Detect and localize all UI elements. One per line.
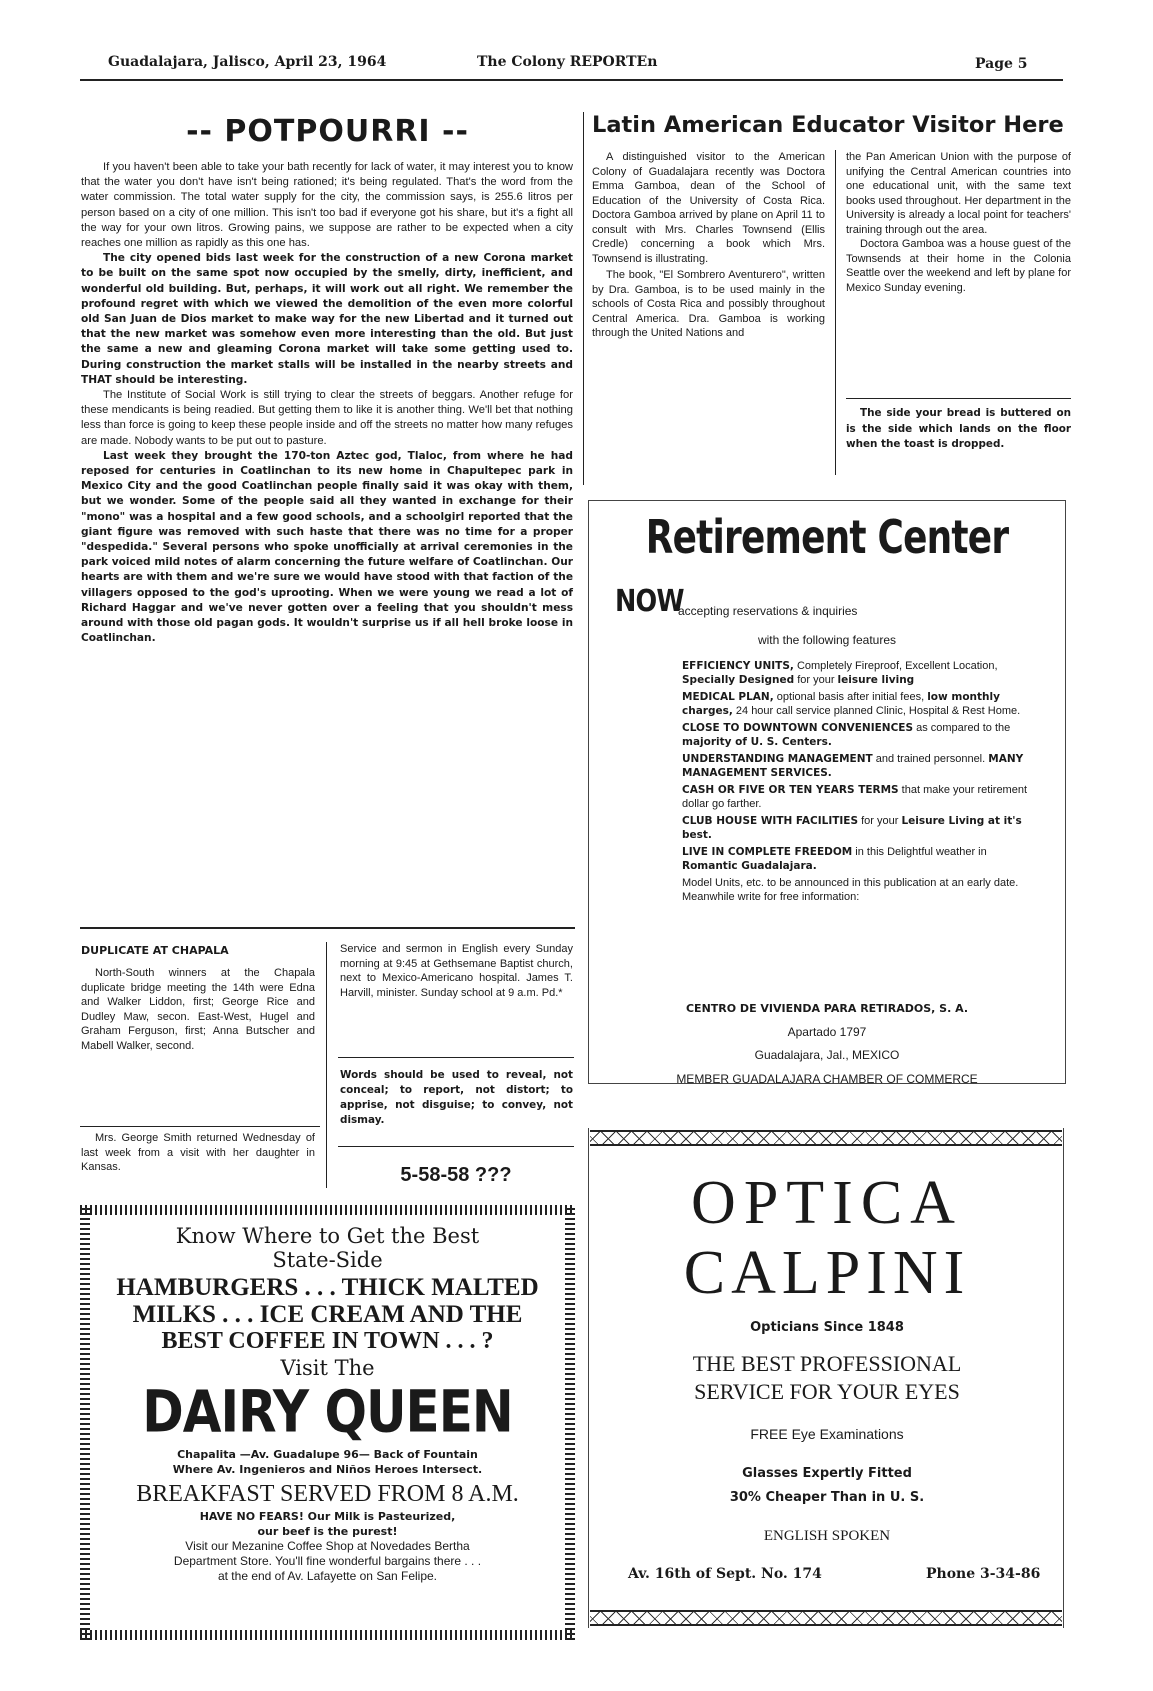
feature-medical: MEDICAL PLAN, optional basis after initial fees, low monthly charges, 24 hour call service planned Clinic, Hospital & Rest Home. [682, 691, 1021, 717]
feature-terms: CASH OR FIVE OR TEN YEARS TERMS that make your retirement dollar go farther. [682, 784, 1028, 810]
header-page-number: Page 5 [975, 56, 1028, 72]
dq-line-stateside: State-Side [272, 1248, 383, 1272]
smith-note [81, 1131, 315, 1175]
dairy-queen-ad [92, 1224, 563, 1584]
dq-address-2: Where Av. Ingenieros and Niños Heroes Intersect. [172, 1463, 483, 1476]
optica-glasses-2: 30% Cheaper Than in U. S. [729, 1490, 925, 1505]
retirement-company: CENTRO DE VIVIENDA PARA RETIRADOS, S. A. [685, 1002, 968, 1015]
header-paper-name: The Colony REPORTEn [477, 54, 658, 70]
dq-border-bottom [80, 1630, 575, 1640]
dq-mezz-2: Department Store. You'll fine wonderful bargains there . . . [173, 1554, 482, 1568]
duplicate-text [81, 966, 315, 1053]
retirement-now: NOW [615, 584, 684, 619]
dq-brand: DAIRY QUEEN [142, 1378, 513, 1446]
latin-col-divider [835, 150, 836, 475]
potpourri-title: -- POTPOURRI -- [186, 114, 469, 149]
potpourri-para-water: If you haven't been able to take your bath recently for lack of water, it may interest you to know that the water you don't have isn't being rationed; it's being regulated. That's the word from the water commission. The total water supply for the city, the commission says, is 255.6 litros per person based on a city of one million. This isn't too bad if everyone got his share, but it's a fight all the way for your own litros. Growing pains, we suppose are rather to be expected when a city reaches one million as rapidly as this one has. [81, 161, 573, 250]
phone-tease: 5-58-58 ??? [400, 1164, 512, 1186]
dq-border-right [565, 1205, 575, 1640]
bread-quote: The side your bread is buttered on is the side which lands on the floor when the toast is dropped. [846, 407, 1071, 450]
optica-best-2: SERVICE FOR YOUR EYES [694, 1379, 960, 1404]
potpourri-bottom-rule [80, 927, 575, 929]
dq-line-hamburgers: HAMBURGERS . . . THICK MALTED [116, 1274, 539, 1301]
dq-line-milks: MILKS . . . ICE CREAM AND THE [132, 1301, 523, 1328]
header-rule [80, 79, 1063, 81]
optica-glasses-1: Glasses Expertly Fitted [742, 1466, 912, 1481]
optica-english: ENGLISH SPOKEN [763, 1528, 891, 1544]
dq-mezz-1: Visit our Mezanine Coffee Shop at Novedades Bertha [185, 1539, 470, 1553]
dq-fears-2: our beef is the purest! [257, 1525, 398, 1538]
retirement-title: Retirement Center [645, 510, 1009, 564]
latin-title: Latin American Educator Visitor Here [592, 112, 1064, 138]
feature-downtown: CLOSE TO DOWNTOWN CONVENIENCES as compared to the majority of U. S. Centers. [682, 722, 1011, 748]
words-quote: Words should be used to reveal, not conceal; to report, not distort; to apprise, not disguise; to convey, not dismay. [340, 1069, 573, 1126]
retirement-accepting: accepting reservations & inquiries [678, 604, 858, 618]
latin-col-2 [846, 150, 1071, 295]
optica-name-2: CALPINI [683, 1239, 971, 1307]
dq-line-visit: Visit The [280, 1356, 375, 1380]
optica-best-1: THE BEST PROFESSIONAL [692, 1351, 962, 1376]
latin-col-1 [592, 150, 825, 341]
potpourri-article [81, 160, 573, 647]
optica-address: Av. 16th of Sept. No. 174 [628, 1566, 822, 1582]
dq-fears-1: HAVE NO FEARS! Our Milk is Pasteurized, [199, 1510, 456, 1523]
dq-border-top [80, 1205, 575, 1215]
potpourri-para-corona: The city opened bids last week for the construction of a new Corona market to be built on the same spot now occupied by the smelly, dirty, inefficient, and wonderful old building. But, perhaps, it will work out all right. We remember the profound regret with which we viewed the demolition of the even more colorful old San Juan de Dios market to make way for the new Libertad and it turned out that the new market was somehow even more interesting than the old. But just the same a new and gleaming Corona market will take some getting used to. During construction the market stalls will be installed in the nearby streets and THAT should be interesting. [81, 252, 573, 386]
header-dateline: Guadalajara, Jalisco, April 23, 1964 [108, 54, 387, 70]
retirement-following: with the following features [757, 633, 897, 647]
dq-line-coffee: BEST COFFEE IN TOWN . . . ? [161, 1328, 494, 1354]
column-divider-main [583, 112, 584, 485]
retirement-apartado: Apartado 1797 [787, 1025, 867, 1039]
service-notice [340, 942, 573, 1000]
feature-model-units: Model Units, etc. to be announced in this publication at an early date. Meanwhile write for free information: [682, 877, 1019, 903]
words-rule [338, 1146, 574, 1147]
duplicate-heading: DUPLICATE AT CHAPALA [81, 944, 229, 957]
dq-breakfast: BREAKFAST SERVED FROM 8 A.M. [136, 1481, 519, 1507]
optica-free: FREE Eye Examinations [750, 1426, 904, 1442]
column-divider-small [326, 942, 327, 1188]
retirement-features [682, 659, 1038, 907]
feature-clubhouse: CLUB HOUSE WITH FACILITIES for your Leisure Living at it's best. [682, 815, 1022, 841]
feature-management: UNDERSTANDING MANAGEMENT and trained personnel. MANY MANAGEMENT SERVICES. [682, 753, 1024, 779]
dq-address-1: Chapalita —Av. Guadalupe 96— Back of Fountain [177, 1448, 478, 1461]
feature-freedom: LIVE IN COMPLETE FREEDOM in this Delightful weather in Romantic Guadalajara. [682, 846, 987, 872]
retirement-member: MEMBER GUADALAJARA CHAMBER OF COMMERCE [676, 1072, 978, 1086]
latin-para-1: A distinguished visitor to the American Colony of Guadalajara recently was Doctora Emma Gamboa, dean of the School of Education of the University of Costa Rica. Doctora Gamboa arrived by plane on April 11 to consult with Mrs. Charles Townsend (Ellis Credle) concerning a book which Mrs. Townsend is illustrating. [592, 151, 825, 265]
optica-name-1: OPTICA [691, 1169, 963, 1237]
optica-since: Opticians Since 1848 [750, 1320, 904, 1335]
potpourri-para-tlaloc: Last week they brought the 170-ton Aztec god, Tlaloc, from where he had reposed for centuries in Coatlinchan to its new home in Chapultepec park in Mexico City and the good Coatlinchan people finally said it was okay with them, but we wonder. Some of the people said all they wanted in exchange for their "mono" was a hospital and a few good schools, and a schoolgirl reported that the giant figure was removed with such haste that there was no time for a proper "despedida." Several persons who spoke unofficially at arrival ceremonies in the park voiced mild notes of alarm concerning the future welfare of Coatlinchan. Our hearts are with them and we're sure we would have stood with that faction of the villagers opposed to the god's uprooting. When we were young we read a lot of Richard Haggar and we've never gotten over a feeling that you shouldn't mess around with those old pagan gods. It wouldn't surprise us if all hell broke loose in Coatlinchan. [81, 449, 573, 645]
potpourri-para-beggars: The Institute of Social Work is still trying to clear the streets of beggars. Another refuge for these mendicants is being readied. But getting them to like it is another thing. We'll bet that nothing less than force is going to keep these people inside and off the streets no matter how many refuges are made. Nobody wants to be put out to pasture. [81, 389, 573, 447]
dq-mezz-3: at the end of Av. Lafayette on San Felipe. [217, 1569, 438, 1583]
latin-para-3: the Pan American Union with the purpose of unifying the Central American countries into one educational unit, with the same text books used throughout. Her department in the University is already a local point for teachers' training through out the area. [846, 151, 1071, 236]
latin-para-2: The book, "El Sombrero Aventurero", written by Dra. Gamboa, is to be used mainly in the schools of Costa Rica and possibly throughout Central America. Dra. Gamboa is working through the United Nations and [592, 269, 825, 339]
service-rule [338, 1057, 574, 1058]
dq-line-know: Know Where to Get the Best [175, 1224, 480, 1248]
optica-phone: Phone 3-34-86 [926, 1566, 1041, 1582]
feature-efficiency: EFFICIENCY UNITS, Completely Fireproof, Excellent Location, Specially Designed for your leisure living [682, 660, 998, 686]
latin-para-4: Doctora Gamboa was a house guest of the Townsends at their home in the Colonia Seattle over the weekend and left by plane for Mexico Sunday evening. [846, 238, 1071, 294]
retirement-city: Guadalajara, Jal., MEXICO [754, 1048, 900, 1062]
duplicate-rule [80, 1126, 320, 1127]
service-body: Service and sermon in English every Sunday morning at 9:45 at Gethsemane Baptist church, next to Mexico-Americano hospital. James T. Harvill, minister. Sunday school at 9 a.m. Pd.* [340, 943, 573, 999]
bread-rule [846, 398, 1071, 399]
duplicate-body: North-South winners at the Chapala duplicate bridge meeting the 14th were Edna and Walker Liddon, first; George Rice and Dudley Maw, secon. East-West, Hugel and Graham Ferguson, first; Anna Butscher and Mabell Walker, second. [81, 967, 315, 1052]
smith-body: Mrs. George Smith returned Wednesday of last week from a visit with her daughter in Kansas. [81, 1132, 315, 1173]
dq-border-left [80, 1205, 90, 1640]
